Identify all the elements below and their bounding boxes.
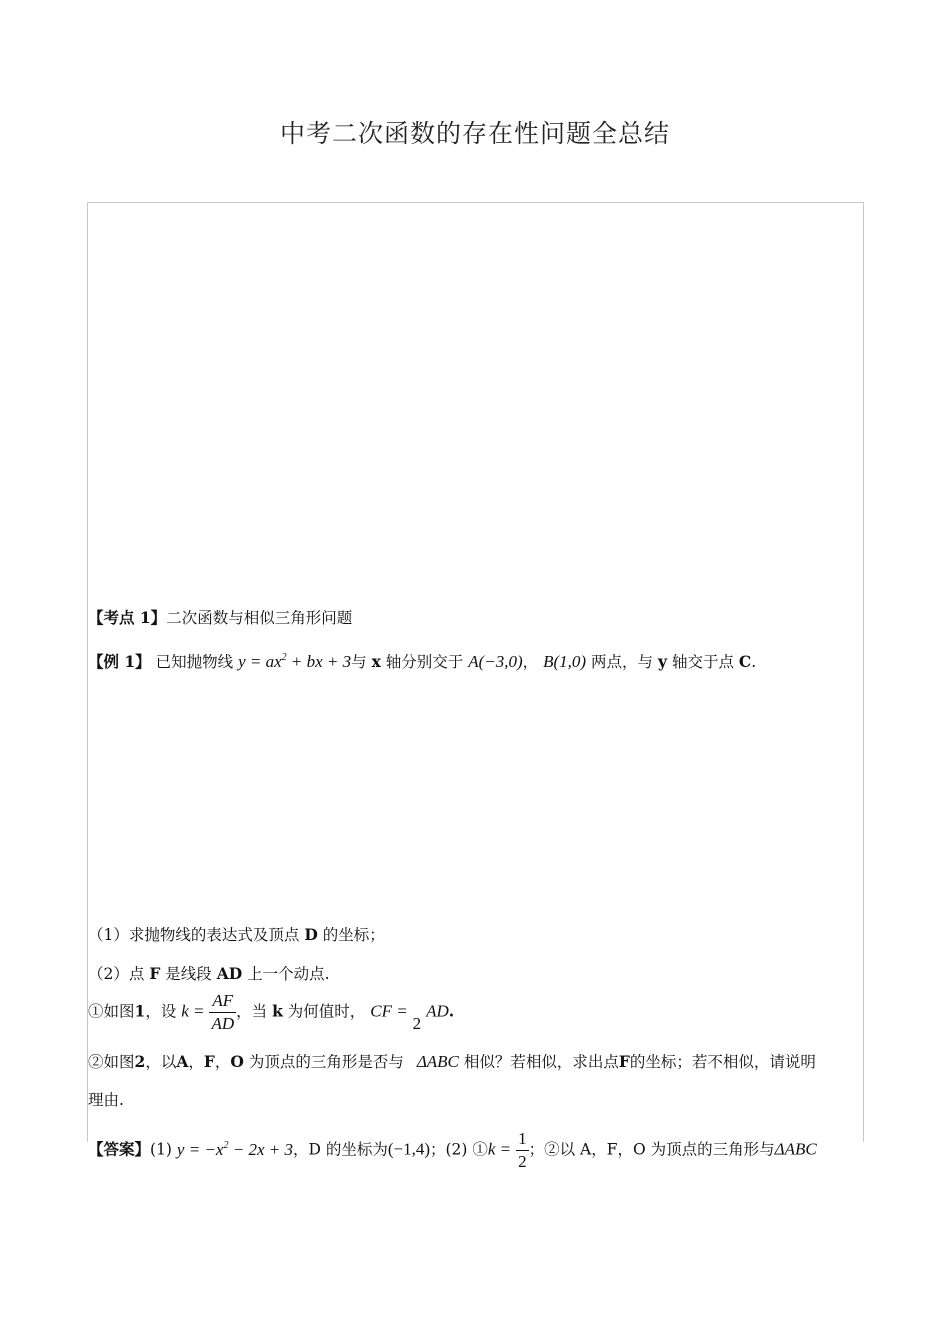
q22-f: F <box>203 1052 215 1071</box>
question-2-1 <box>88 990 454 1035</box>
question-2-2 <box>88 1050 816 1072</box>
answer-sep: ；(2) ① <box>430 1140 488 1159</box>
point-c: C <box>738 652 752 671</box>
question-1 <box>88 923 385 945</box>
q21-cf: CF = <box>370 1001 408 1021</box>
frac-bot: AD <box>211 1014 235 1033</box>
q22-mid2: 相似？若相似，求出点 <box>463 1053 619 1071</box>
kaodian-text: 二次函数与相似三角形问题 <box>166 609 353 627</box>
q21-end: . <box>448 1001 455 1021</box>
q22-end: 的坐标；若不相似，请说明 <box>629 1053 816 1071</box>
example-comma: ， <box>522 653 539 671</box>
q2-f: F <box>149 964 161 983</box>
q22-tri: ΔABC <box>416 1052 459 1071</box>
q2-ad: AD <box>216 964 243 983</box>
q2-text-b: 是线段 <box>165 965 212 983</box>
example-tag: 【例 1】 <box>88 652 151 671</box>
q21-set: ，设 <box>145 1002 177 1021</box>
q21-ad: AD <box>426 1001 449 1021</box>
example-mid3: 两点，与 <box>591 653 654 671</box>
answer-tag: 【答案】 <box>88 1139 151 1159</box>
q21-when: ，当 <box>236 1002 268 1021</box>
q21-half-bot: 2 <box>412 1013 422 1033</box>
page-title: 中考二次函数的存在性问题全总结 <box>279 119 670 148</box>
q2-text-c: 上一个动点. <box>247 965 330 983</box>
example-mid1: 与 <box>351 653 367 671</box>
answer-d-text: ，D 的坐标为 <box>292 1140 388 1159</box>
q21-k: k <box>272 1001 283 1021</box>
q1-num: （1） <box>88 926 129 944</box>
q22-a: A <box>176 1052 189 1071</box>
question-2-2-cont: 理由. <box>88 1091 124 1109</box>
q2-num: （2） <box>88 965 129 983</box>
q21-when2: 为何值时， <box>287 1002 366 1021</box>
answer-k: k = <box>487 1139 512 1159</box>
q22-fig: 2 <box>134 1052 146 1071</box>
q21-fig: 1 <box>134 1001 146 1021</box>
k-bot: 2 <box>518 1152 527 1171</box>
example-end: . <box>751 653 757 671</box>
q1-text-b: 的坐标； <box>322 926 385 944</box>
k-top: 1 <box>516 1128 529 1151</box>
q21-circle: ①如图 <box>88 1002 135 1021</box>
y-axis-label: y <box>657 652 667 671</box>
q21-k-eq: k = <box>181 1001 205 1021</box>
q1-d: D <box>304 925 318 944</box>
q22-pre: ，以 <box>145 1053 177 1071</box>
answer-tri: ΔABC <box>774 1139 817 1159</box>
point-a: A(−3,0) <box>468 652 523 671</box>
q22-mid: 为顶点的三角形是否与 <box>248 1053 404 1071</box>
example-mid4: 轴交于点 <box>671 653 734 671</box>
kaodian-line <box>88 606 352 628</box>
example-eq: $y = ax^2$ + bx + 3 <box>238 652 352 671</box>
answer-d-val: (−1,4) <box>387 1139 430 1159</box>
example-mid2: 轴分别交于 <box>385 653 464 671</box>
question-2 <box>88 962 330 984</box>
example-pre: 已知抛物线 <box>155 653 234 671</box>
q22-f2: F <box>618 1052 630 1071</box>
q22-circle: ②如图 <box>88 1053 135 1071</box>
kaodian-tag: 【考点 1】 <box>88 608 167 627</box>
point-b: B(1,0) <box>543 652 587 671</box>
q22-sep2: ， <box>214 1053 231 1071</box>
fraction-one-half <box>516 1128 529 1173</box>
q2-text-a: 点 <box>128 965 145 983</box>
answer-eq: $y = -x^2 - 2x + 3$ <box>176 1139 293 1159</box>
q22-o: O <box>230 1052 244 1071</box>
answer-line <box>88 1128 817 1173</box>
example-line <box>88 650 756 672</box>
frac-top: AF <box>209 990 236 1013</box>
answer-tail: ；②以 A，F，O 为顶点的三角形与 <box>528 1140 775 1159</box>
q1-text-a: 求抛物线的表达式及顶点 <box>128 926 300 944</box>
answer-p1: (1) <box>150 1140 172 1159</box>
fraction-af-ad <box>209 990 236 1035</box>
q22-sep1: ， <box>188 1053 204 1071</box>
x-axis-label: x <box>371 652 381 671</box>
